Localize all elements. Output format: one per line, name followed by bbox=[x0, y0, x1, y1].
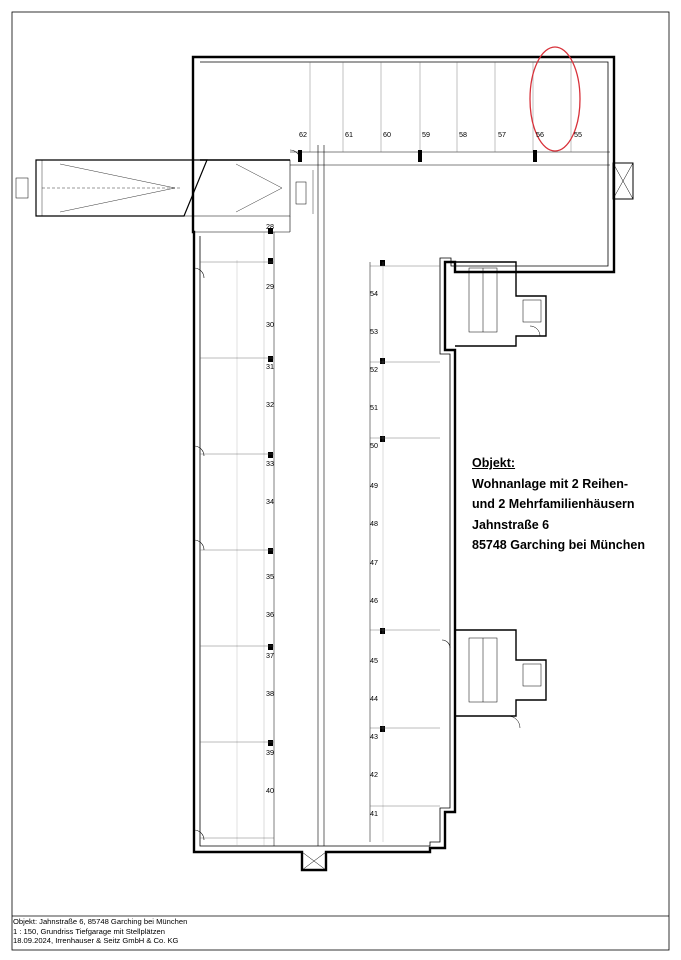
right-space-numbers bbox=[370, 289, 378, 818]
space-number: 42 bbox=[370, 770, 378, 779]
space-number: 36 bbox=[266, 610, 274, 619]
space-number: 30 bbox=[266, 320, 274, 329]
title-block-line: 1 : 150, Grundriss Tiefgarage mit Stellplätzen bbox=[13, 926, 165, 936]
space-number: 31 bbox=[266, 362, 274, 371]
space-number: 40 bbox=[266, 786, 274, 795]
space-number: 32 bbox=[266, 400, 274, 409]
space-number: 33 bbox=[266, 459, 274, 468]
left-space-numbers bbox=[266, 222, 274, 795]
space-number: 59 bbox=[422, 130, 430, 139]
space-number: 38 bbox=[266, 689, 274, 698]
space-number: 28 bbox=[266, 222, 274, 231]
space-number: 60 bbox=[383, 130, 391, 139]
space-number: 29 bbox=[266, 282, 274, 291]
title-block bbox=[13, 917, 669, 946]
space-number: 55 bbox=[574, 130, 582, 139]
stair-core-lower bbox=[455, 630, 546, 728]
space-number: 37 bbox=[266, 651, 274, 660]
title-block-line: Objekt: Jahnstraße 6, 85748 Garching bei München bbox=[13, 917, 188, 926]
space-number: 52 bbox=[370, 365, 378, 374]
space-number: 62 bbox=[299, 130, 307, 139]
driving-aisle bbox=[194, 145, 324, 846]
objekt-info bbox=[472, 453, 672, 556]
space-number: 43 bbox=[370, 732, 378, 741]
space-number: 46 bbox=[370, 596, 378, 605]
space-number: 45 bbox=[370, 656, 378, 665]
doors-left-wall bbox=[194, 150, 450, 840]
space-number: 51 bbox=[370, 403, 378, 412]
objekt-line: und 2 Mehrfamilienhäusern bbox=[472, 497, 635, 511]
objekt-line: 85748 Garching bei München bbox=[472, 538, 645, 552]
space-number: 49 bbox=[370, 481, 378, 490]
right-stall-dividers bbox=[370, 266, 440, 806]
space-number: 34 bbox=[266, 497, 274, 506]
space-number: 48 bbox=[370, 519, 378, 528]
space-number: 35 bbox=[266, 572, 274, 581]
top-space-numbers bbox=[299, 130, 582, 139]
columns bbox=[268, 150, 537, 746]
space-number: 57 bbox=[498, 130, 506, 139]
space-number: 47 bbox=[370, 558, 378, 567]
space-number: 39 bbox=[266, 748, 274, 757]
title-block-line: 18.09.2024, Irrenhauser & Seitz GmbH & Co. KG bbox=[13, 936, 179, 946]
entrance-ramp bbox=[16, 160, 313, 216]
objekt-line: Jahnstraße 6 bbox=[472, 517, 550, 532]
space-number: 53 bbox=[370, 327, 378, 336]
space-number: 41 bbox=[370, 809, 378, 818]
objekt-heading: Objekt: bbox=[472, 456, 516, 470]
space-number: 44 bbox=[370, 694, 378, 703]
space-number: 61 bbox=[345, 130, 353, 139]
space-number: 54 bbox=[370, 289, 378, 298]
space-number: 50 bbox=[370, 441, 378, 450]
space-number: 58 bbox=[459, 130, 467, 139]
stair-core-upper bbox=[455, 262, 546, 346]
objekt-line: Wohnanlage mit 2 Reihen- bbox=[472, 476, 629, 491]
space-number: 56 bbox=[536, 130, 544, 139]
